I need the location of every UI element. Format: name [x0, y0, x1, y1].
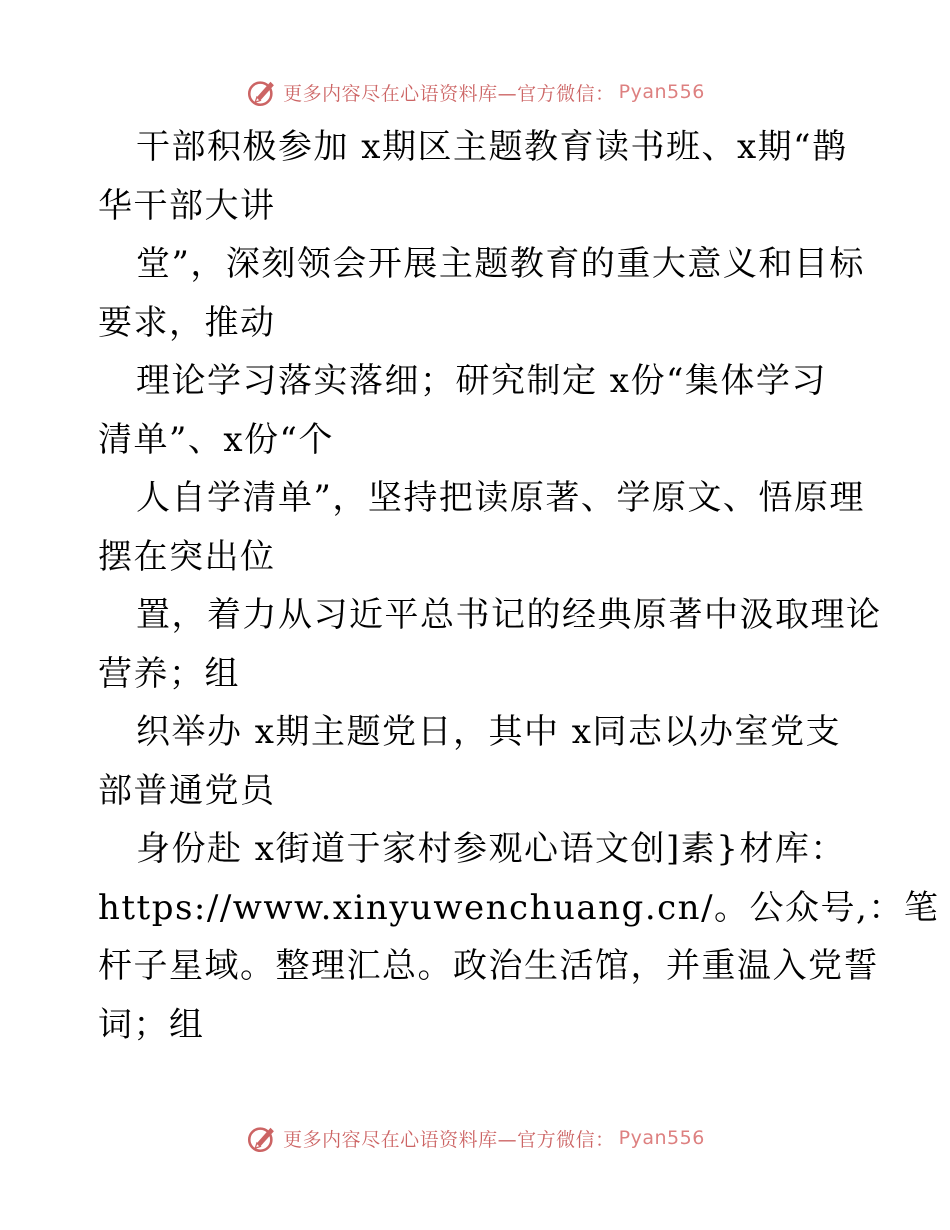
- document-body: [98, 118, 940, 1054]
- header-watermark: [0, 72, 950, 112]
- text-line: 堂”，深刻领会开展主题教育的重大意义和目标: [136, 244, 865, 284]
- text-line: 营养；组: [98, 653, 240, 694]
- text-line: 人自学清单”，坚持把读原著、学原文、悟原理: [136, 478, 865, 518]
- text-line: 清单”、x份“个: [98, 419, 334, 460]
- watermark-text: 更多内容尽在心语资料库—官方微信：: [283, 82, 615, 105]
- footer-watermark: [0, 1118, 950, 1158]
- text-line: 摆在突出位: [98, 536, 276, 577]
- text-line: 部普通党员: [98, 770, 276, 811]
- text-line: 要求，推动: [98, 302, 276, 343]
- text-line: 华干部大讲: [98, 185, 276, 226]
- watermark-id: Pyan556: [618, 1127, 705, 1149]
- pen-logo-icon: [245, 75, 279, 109]
- text-line: https://www.xinyuwenchuang.cn/。公众号,：笔: [98, 887, 940, 928]
- text-line: 干部积极参加 x期区主题教育读书班、x期“鹊: [136, 127, 848, 167]
- watermark-id: Pyan556: [618, 81, 705, 103]
- text-line: 杆子星域。整理汇总。政治生活馆，并重温入党誓: [98, 946, 879, 986]
- text-line: 词；组: [98, 1004, 205, 1045]
- pen-logo-icon: [245, 1121, 279, 1155]
- text-line: 织举办 x期主题党日，其中 x同志以办室党支: [136, 712, 841, 752]
- watermark-text: 更多内容尽在心语资料库—官方微信：: [283, 1128, 615, 1151]
- text-line: 理论学习落实落细；研究制定 x份“集体学习: [136, 361, 827, 401]
- text-line: 置，着力从习近平总书记的经典原著中汲取理论: [136, 595, 882, 635]
- text-line: 身份赴 x街道于家村参观心语文创]素}材库：: [136, 829, 846, 869]
